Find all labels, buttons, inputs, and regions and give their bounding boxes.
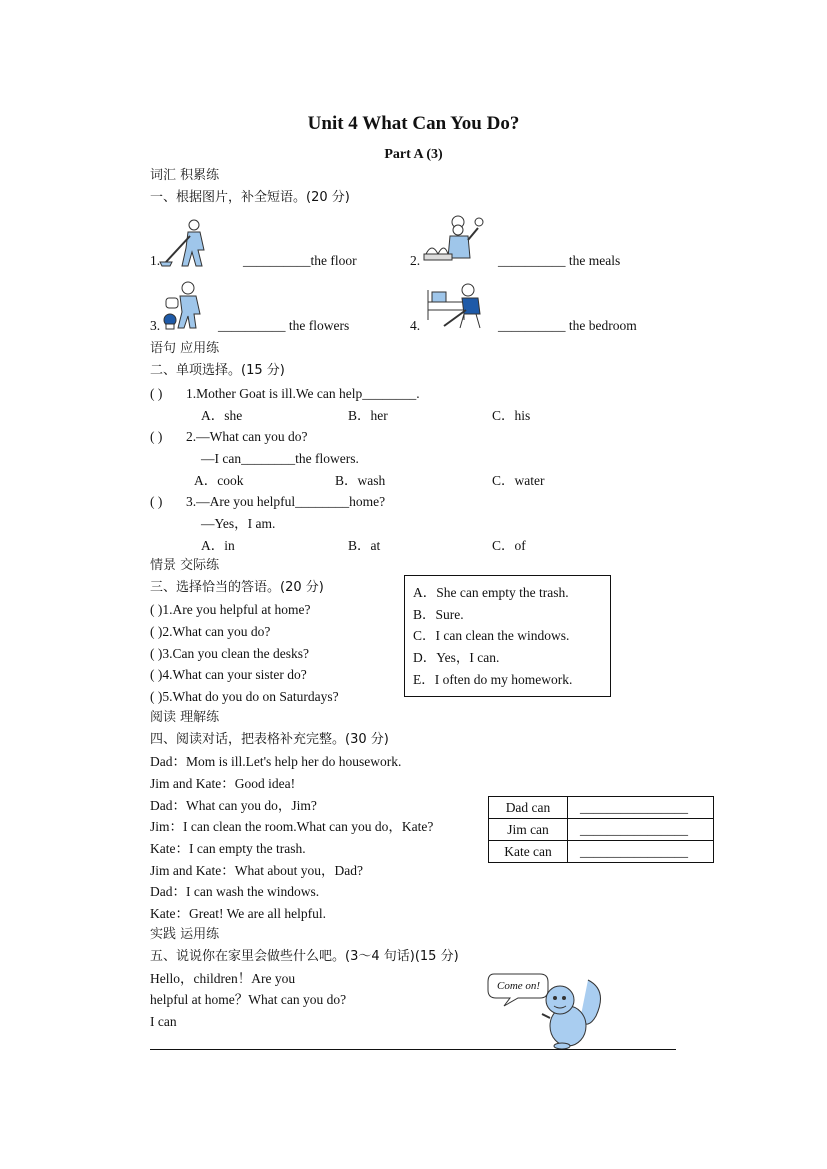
item-2-number: 2. <box>410 253 421 268</box>
p3-option-a: A．She can empty the trash. <box>413 585 569 600</box>
item-1-text: the floor <box>310 253 357 268</box>
p3-option-c: C．I can clean the windows. <box>413 628 570 643</box>
prompt-line-3[interactable]: I can <box>150 1014 177 1029</box>
q2-text: 2.—What can you do? <box>186 429 308 444</box>
writing-line[interactable] <box>150 1049 676 1050</box>
section-label-sentence: 语句 应用练 <box>150 341 220 356</box>
table-label-kate: Kate can <box>489 841 568 863</box>
section-heading-4: 四、阅读对话，把表格补充完整。(30 分) <box>150 732 389 747</box>
table-row <box>489 797 714 819</box>
q1-text: 1.Mother Goat is ill.We can help________. <box>186 386 420 401</box>
section-label-reading: 阅读 理解练 <box>150 710 220 725</box>
q2-option-a: A．cook <box>194 473 244 488</box>
item-2-text: the meals <box>565 253 621 268</box>
p3-option-d: D．Yes，I can. <box>413 650 500 665</box>
section-heading-1: 一、根据图片，补全短语。(20 分) <box>150 190 350 205</box>
q3-answer-paren[interactable]: ( ) <box>150 494 163 509</box>
item-1-phrase <box>243 254 357 268</box>
q3-option-c: C．of <box>492 538 526 553</box>
table-label-jim: Jim can <box>489 819 568 841</box>
item-1-blank[interactable]: __________ <box>243 253 311 268</box>
dialogue-line-4: Jim：I can clean the room.What can you do，Kate? <box>150 819 434 834</box>
dialogue-line-7: Dad：I can wash the windows. <box>150 884 320 899</box>
item-1-number: 1. <box>150 253 161 268</box>
item-4-blank[interactable]: __________ <box>498 318 566 333</box>
page-title: Unit 4 What Can You Do? <box>307 113 520 134</box>
p3-question-5: ( )5.What do you do on Saturdays? <box>150 689 339 704</box>
blank-line: ________________ <box>580 843 688 859</box>
p3-option-b: B．Sure. <box>413 607 464 622</box>
item-2-phrase <box>498 254 620 268</box>
q1-option-b: B．her <box>348 408 388 423</box>
section-label-practice: 实践 运用练 <box>150 927 220 942</box>
p3-question-3: ( )3.Can you clean the desks? <box>150 646 309 661</box>
q3-option-a: A．in <box>201 538 235 553</box>
dialogue-line-5: Kate：I can empty the trash. <box>150 841 306 856</box>
q3-text: 3.—Are you helpful________home? <box>186 494 386 509</box>
q1-answer-paren[interactable]: ( ) <box>150 386 163 401</box>
item-3-phrase <box>218 319 349 333</box>
section-label-vocab: 词汇 积累练 <box>150 168 220 183</box>
p3-option-e: E．I often do my homework. <box>413 672 573 687</box>
item-3-text: the flowers <box>285 318 350 333</box>
item-4-phrase <box>498 319 637 333</box>
watering-flowers-picture <box>160 278 208 330</box>
section-label-situation: 情景 交际练 <box>150 558 220 573</box>
dialogue-line-1: Dad：Mom is ill.Let's help her do housework. <box>150 754 402 769</box>
q2-option-c: C．water <box>492 473 545 488</box>
section-heading-5: 五、说说你在家里会做些什么吧。(3～4 句话)(15 分) <box>150 949 459 964</box>
sweeping-floor-picture <box>158 216 216 268</box>
fill-in-table <box>488 796 714 863</box>
q3-line2: —Yes，I am. <box>201 516 276 531</box>
table-label-dad: Dad can <box>489 797 568 819</box>
q2-line2: —I can________the flowers. <box>201 451 359 466</box>
dialogue-line-8: Kate：Great! We are all helpful. <box>150 906 326 921</box>
page-subtitle: Part A (3) <box>384 147 443 162</box>
prompt-line-2: helpful at home？What can you do? <box>150 992 347 1007</box>
p3-question-1: ( )1.Are you helpful at home? <box>150 602 311 617</box>
q2-option-b: B．wash <box>335 473 386 488</box>
prompt-line-1: Hello，children！Are you <box>150 971 296 986</box>
item-3-blank[interactable]: __________ <box>218 318 286 333</box>
cleaning-bedroom-picture <box>424 280 490 330</box>
section-heading-3: 三、选择恰当的答语。(20 分) <box>150 580 324 595</box>
item-4-text: the bedroom <box>565 318 637 333</box>
dialogue-line-6: Jim and Kate：What about you，Dad? <box>150 863 363 878</box>
table-blank-jim[interactable] <box>568 819 714 841</box>
table-row <box>489 819 714 841</box>
item-4-number: 4. <box>410 318 421 333</box>
p3-question-2: ( )2.What can you do? <box>150 624 271 639</box>
q3-option-b: B．at <box>348 538 381 553</box>
dialogue-line-2: Jim and Kate：Good idea! <box>150 776 296 791</box>
table-blank-kate[interactable] <box>568 841 714 863</box>
blank-line: ________________ <box>580 799 688 815</box>
table-row <box>489 841 714 863</box>
item-2-blank[interactable]: __________ <box>498 253 566 268</box>
speech-bubble-text: Come on! <box>497 980 541 992</box>
blank-line: ________________ <box>580 821 688 837</box>
cooking-meals-picture <box>422 214 486 266</box>
p3-question-4: ( )4.What can your sister do? <box>150 667 307 682</box>
item-3-number: 3. <box>150 318 161 333</box>
section-heading-2: 二、单项选择。(15 分) <box>150 363 285 378</box>
table-blank-dad[interactable] <box>568 797 714 819</box>
q1-option-c: C．his <box>492 408 531 423</box>
q2-answer-paren[interactable]: ( ) <box>150 429 163 444</box>
dialogue-line-3: Dad：What can you do，Jim? <box>150 798 317 813</box>
q1-option-a: A．she <box>201 408 243 423</box>
